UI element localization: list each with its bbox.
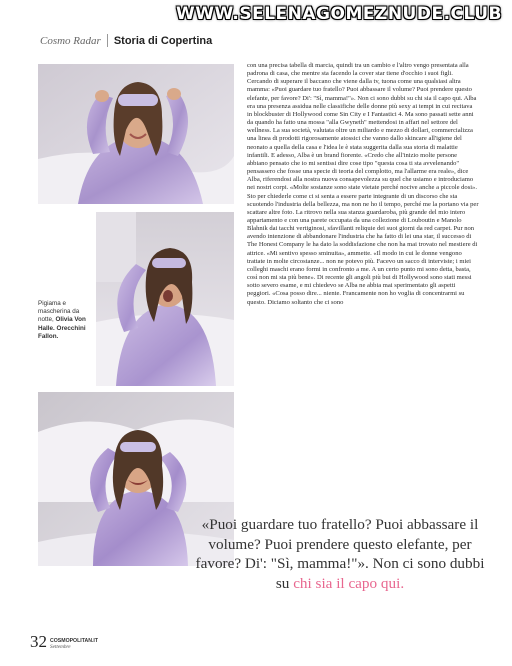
watermark: WWW.SELENAGOMEZNUDE.CLUB [176, 4, 502, 24]
page-number: 32 [30, 632, 47, 651]
caption-text: Pigiama e mascherina da notte, [38, 300, 80, 324]
pull-quote [190, 515, 490, 593]
photo-yawning [96, 212, 234, 386]
header-divider [107, 34, 108, 47]
footer-site: COSMOPOLITAN.IT [50, 638, 99, 644]
footer-month: Settembre [50, 644, 71, 650]
footer-meta [50, 638, 98, 650]
photo-caption [38, 300, 90, 341]
section-name: Cosmo Radar [40, 34, 101, 47]
pull-quote-highlight: chi sia il capo qui. [293, 574, 405, 592]
caption-credit: Olivia Von Halle. Orecchini Fallon. [38, 316, 86, 340]
section-topic: Storia di Copertina [113, 34, 213, 47]
pull-quote-text: «Puoi guardare tuo fratello? Puoi abbassare il volume? Puoi prendere questo elefante, per favore? Di': "Sì, mamma!"». Non ci sono dubbi su [195, 516, 485, 592]
page-footer [30, 633, 98, 650]
photo-sleep-mask [38, 64, 234, 204]
running-header [40, 34, 212, 47]
article-body: con una precisa tabella di marcia, quindi tra un cambio e l'altro vengo presentata alla padrona di casa, che mentre sta facendo la cover star tiene d'occhio i suoi figli. Cercando di superare il baccano che viene dalla tv, tuona come una qualsiasi altra mamma: «Puoi guardare tuo fratello? Puoi abbassare il volume? Puoi prendere questo elefante, per favore? Di': "Sì, mamma!"». Non ci sono dubbi su chi sia il capo qui. Alba era una presenza assidua nelle classifiche delle donne più sexy ai tempi in cui recitava in blockbuster di Hollywood come Sin City e I Fantastici 4. Ma sono passati sette anni da quando ha fatto una mossa "alla Gwyneth" mettendosi in affari nel settore del wellness. La sua società, valutata oltre un miliardo e mezzo di dollari, commercializza una linea di prodotti rigorosamente atossici che vanno dallo skincare all'igiene del neonato a quella della casa e l'idea le è stata suggerita dalla sua storia di malattie infantili. E adesso, Alba è un brand fiorente. «Credo che all'inizio molte persone abbiano pensato che io mi sentissi dire cose tipo "questa cosa ti sta avvelenando" pensassero che fosse una specie di teoria del complotto, ma l'allarme era reale», dice Alba, riferendosi alla nostra nuova consapevolezza su quel che usiamo e introduciamo nei nostri corpi. «Molte sostanze sono state vietate perché nocive anche a piccole dosi». Sto per chiederle come ci si senta a essere parte integrante di un discorso che sta scuotendo l'industria della bellezza, ma non ne ho il tempo, perché me la portano via per scattare altre foto. La ritrovo nella sua stanza guardaroba, più grande del mio intero appartamento e con una parete occupata da una collezione di Louboutin e Manolo Blahnik dai tacchi vertiginosi, sfavillanti reliquie dei suoi giorni da red carpet. Pur non avendo intenzione di abbandonare l'industria che ha fatto di lei una star, il successo di The Honest Company le ha dato la soddisfazione che non ha mai trovato nel mestiere di attrice. «Mi sentivo spesso sminuita», ammette. «Il modo in cui le donne vengono trattate in molte circostanze... non ne potevo più. Facevo un sacco di interviste; i miei colleghi maschi erano formi in confronto a me. A un certo punto mi sono detta, basta, così non mi sta più bene». Di recente gli angoli più bui di Hollywood sono stati messi sotto severo esame, e mi chiedevo se Alba ne abbia mai sperimentato gli aspetti peggiori. «Cosa posso dire... niente. Francamente non ho voglia di concentrarmi su questo. Diciamo soltanto che ci sono [247, 62, 479, 306]
